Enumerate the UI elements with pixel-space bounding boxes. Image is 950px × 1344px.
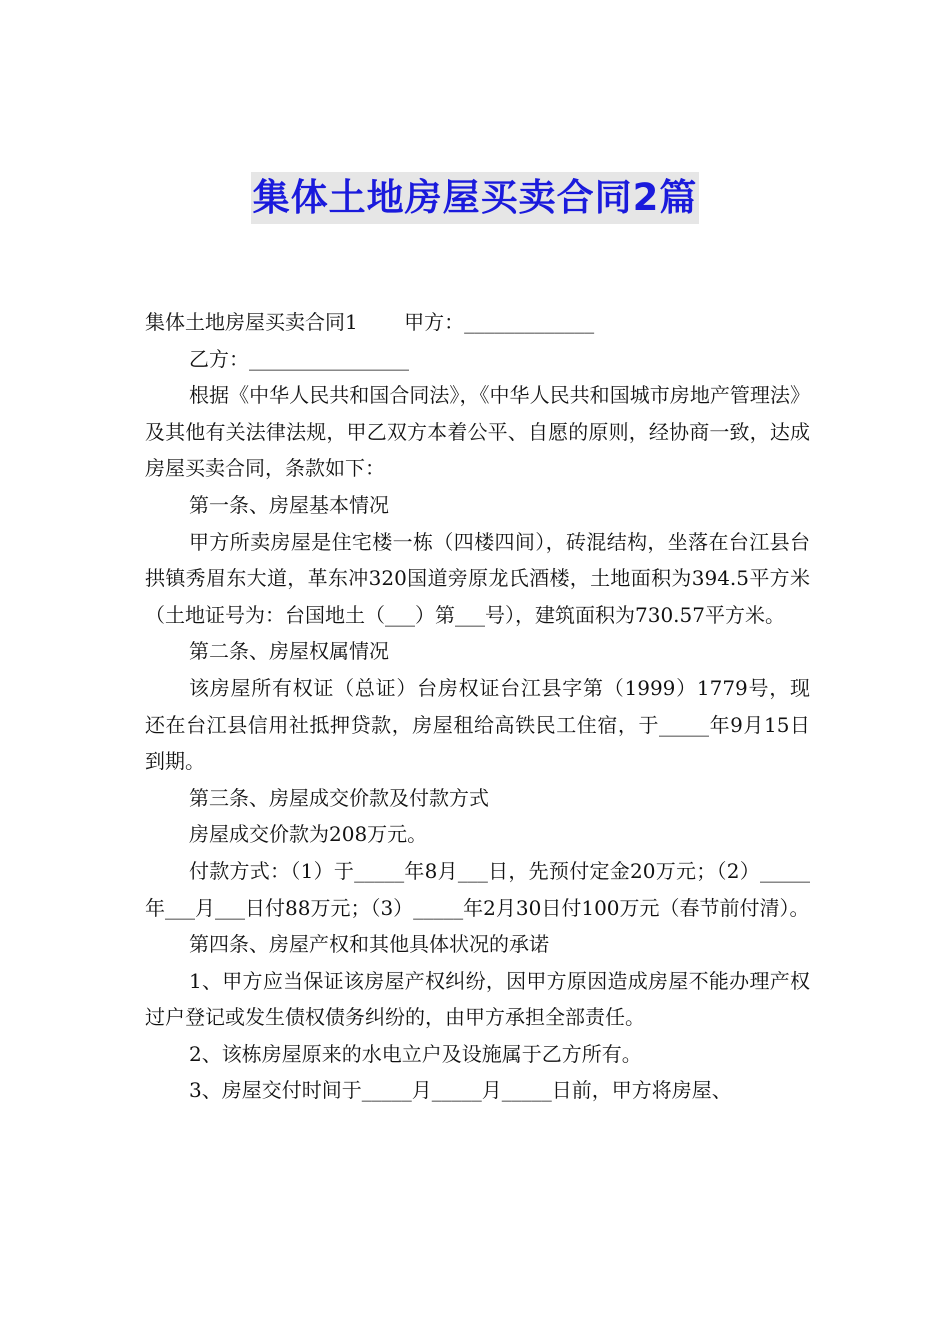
heading-article-2: 第二条、房屋权属情况 (189, 639, 389, 664)
document-title: 集体土地房屋买卖合同2篇 (251, 172, 700, 224)
title-container (0, 172, 950, 224)
paragraph-commitment-1: 1、甲方应当保证该房屋产权纠纷，因甲方原因造成房屋不能办理产权过户登记或发生债权债务纠纷的，由甲方承担全部责任。 (145, 968, 810, 1030)
document-body (145, 304, 810, 1109)
paragraph-article-1: 甲方所卖房屋是住宅楼一栋（四楼四间），砖混结构，坐落在台江县台拱镇秀眉东大道，革东冲320国道旁原龙氏酒楼，土地面积为394.5平方米（土地证号为：台国地土（___）第___号），建筑面积为730.57平方米。 (145, 529, 810, 627)
paragraph-party-b: 乙方：________________ (189, 346, 409, 371)
paragraph-article-2: 该房屋所有权证（总证）台房权证台江县字第（1999）1779号，现还在台江县信用社抵押贷款，房屋租给高铁民工住宿，于_____年9月15日到期。 (145, 675, 810, 774)
paragraph-commitment-2: 2、该栋房屋原来的水电立户及设施属于乙方所有。 (189, 1041, 642, 1066)
paragraph-commitment-3: 3、房屋交付时间于_____月_____月_____日前，甲方将房屋、 (189, 1078, 732, 1103)
heading-article-4: 第四条、房屋产权和其他具体状况的承诺 (189, 932, 549, 957)
paragraph-payment-method: 付款方式：（1）于_____年8月___日，先预付定金20万元；（2）_____年___月___日付88万元；（3）_____年2月30日付100万元（春节前付清）。 (145, 858, 810, 920)
paragraph-contract-header: 集体土地房屋买卖合同1 甲方：_____________ (145, 310, 595, 334)
paragraph-price: 房屋成交价款为208万元。 (189, 822, 428, 847)
paragraph-preamble: 根据《中华人民共和国合同法》，《中华人民共和国城市房地产管理法》及其他有关法律法规，甲乙双方本着公平、自愿的原则，经协商一致，达成房屋买卖合同，条款如下： (145, 383, 810, 481)
heading-article-3: 第三条、房屋成交价款及付款方式 (189, 785, 489, 810)
heading-article-1: 第一条、房屋基本情况 (189, 492, 389, 517)
